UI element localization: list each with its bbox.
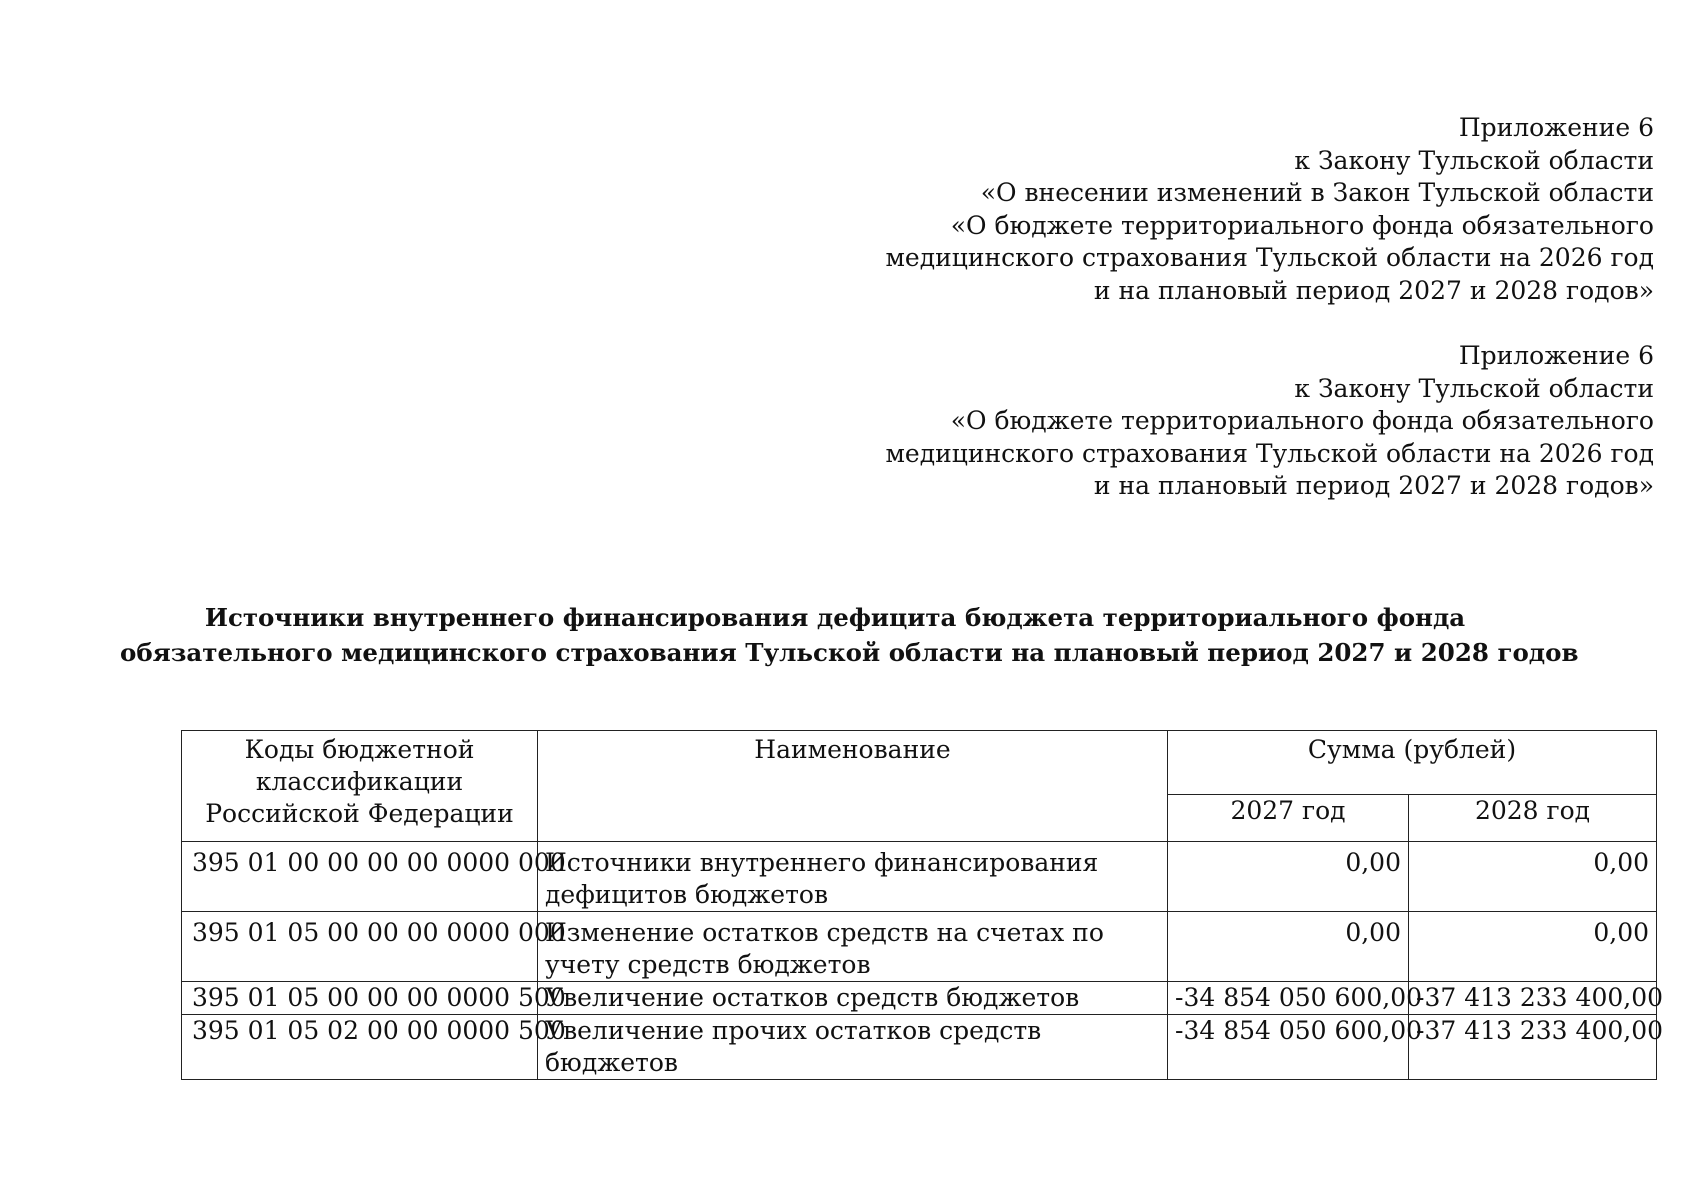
table-header-row <box>182 731 1657 795</box>
budget-sources-table <box>181 730 1664 1080</box>
cell-code: 395 01 05 02 00 00 0000 500 <box>182 1015 538 1080</box>
header-year-2028: 2028 год <box>1409 795 1657 842</box>
cell-name: Источники внутреннего финансирования дефицитов бюджетов <box>538 842 1168 912</box>
document-title <box>120 600 1579 670</box>
header-sum: Сумма (рублей) <box>1168 731 1657 795</box>
attachment-line: медицинского страхования Тульской области на 2026 год <box>885 243 1654 272</box>
cell-code: 395 01 05 00 00 00 0000 000 <box>182 912 538 982</box>
title-line-2: обязательного медицинского страхования Тульской области на плановый период 2027 и 2028 годов <box>120 638 1579 667</box>
cell-code: 395 01 00 00 00 00 0000 000 <box>182 842 538 912</box>
attachment-line: Приложение 6 <box>1458 113 1654 142</box>
cell-amount-2027: -34 854 050 600,00 <box>1168 982 1409 1015</box>
attachment-line: к Закону Тульской области <box>1294 373 1654 403</box>
table-row <box>182 842 1657 912</box>
attachment-line: и на плановый период 2027 и 2028 годов» <box>1093 471 1654 500</box>
attachment-line: медицинского страхования Тульской области на 2026 год <box>885 438 1654 468</box>
cell-code: 395 01 05 00 00 00 0000 500 <box>182 982 538 1015</box>
title-line-1: Источники внутреннего финансирования дефицита бюджета территориального фонда <box>204 603 1466 632</box>
table-row <box>182 1015 1657 1080</box>
attachment-line: Приложение 6 <box>1458 341 1654 370</box>
attachment-line: к Закону Тульской области <box>1294 145 1654 175</box>
attachment-line: «О бюджете территориального фонда обязательного <box>950 406 1654 435</box>
table-row <box>182 912 1657 982</box>
attachment-line: и на плановый период 2027 и 2028 годов» <box>1093 275 1654 305</box>
cell-amount-2027: -34 854 050 600,00 <box>1168 1015 1409 1080</box>
attachment-header-original <box>754 340 1654 503</box>
cell-amount-2028: -37 413 233 400,00 <box>1409 982 1657 1015</box>
cell-amount-2028: 0,00 <box>1409 912 1657 982</box>
header-year-2027: 2027 год <box>1168 795 1409 842</box>
attachment-line: «О бюджете территориального фонда обязательного <box>950 210 1654 240</box>
header-name: Наименование <box>538 731 1168 842</box>
cell-amount-2028: -37 413 233 400,00 <box>1409 1015 1657 1080</box>
attachment-header-amendment <box>754 112 1654 307</box>
table-row <box>182 982 1657 1015</box>
cell-amount-2027: 0,00 <box>1168 912 1409 982</box>
cell-name: Изменение остатков средств на счетах по учету средств бюджетов <box>538 912 1168 982</box>
cell-amount-2027: 0,00 <box>1168 842 1409 912</box>
cell-amount-2028: 0,00 <box>1409 842 1657 912</box>
cell-name: Увеличение прочих остатков средств бюджетов <box>538 1015 1168 1080</box>
header-code: Коды бюджетной классификации Российской Федерации <box>182 731 538 842</box>
attachment-line: «О внесении изменений в Закон Тульской области <box>980 178 1654 207</box>
cell-name: Увеличение остатков средств бюджетов <box>538 982 1168 1015</box>
